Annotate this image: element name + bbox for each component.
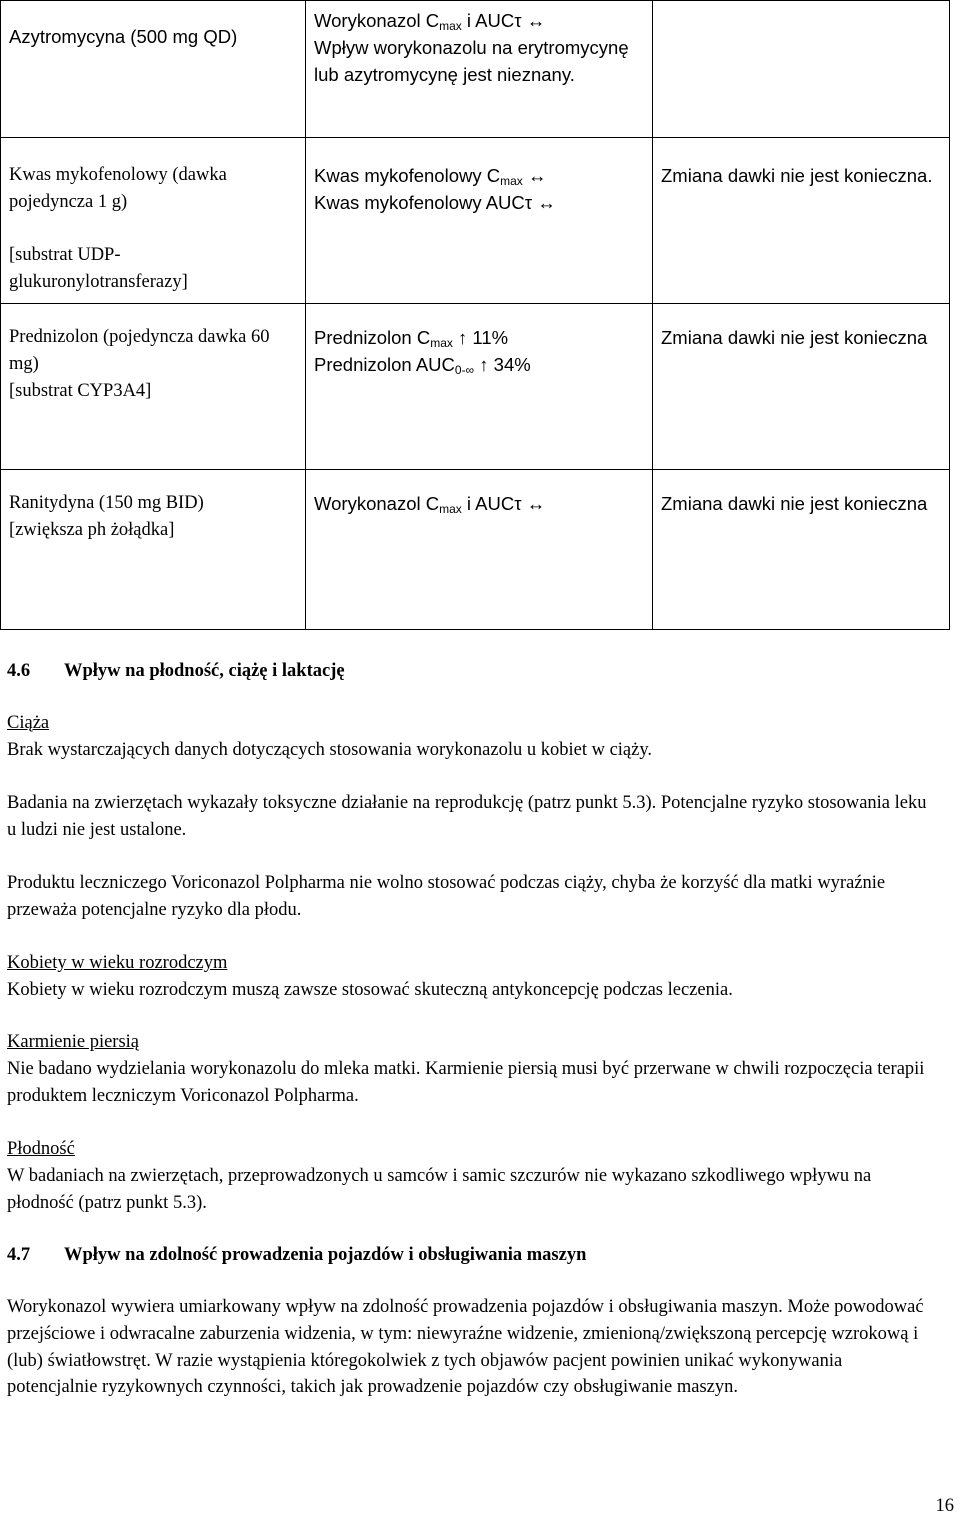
pregnancy-block [7,710,937,764]
drug-note: [substrat UDP-glukuronylotransferazy] [9,245,188,292]
arrow-up-icon: ↑ [479,354,489,375]
effect-note: Wpływ worykonazolu na erytromycynę lub azytromycynę jest nieznany. [314,37,629,85]
recommendation-cell [653,304,950,470]
effect-cell [306,138,653,304]
effect-line [314,490,646,517]
paragraph: Nie badano wydzielania worykonazolu do mleka matki. Karmienie piersią musi być przerwane w chwili rozpoczęcia terapii produktem leczniczym Voriconazol Polpharma. [7,1058,925,1106]
arrow-up-icon: ↑ [458,327,468,348]
effect-text: 34% [493,354,531,375]
recommendation-cell [653,470,950,630]
effect-text: 11% [472,327,509,348]
breastfeeding-block [7,1029,937,1109]
recommendation-text: Zmiana dawki nie jest konieczna [661,493,928,514]
subheading-women: Kobiety w wieku rozrodczym [7,953,228,973]
effect-text: i AUCτ ↔ [461,493,546,514]
effect-line: Kwas mykofenolowy AUCτ ↔ [314,192,556,213]
section-heading [7,1242,937,1269]
effect-cell [306,304,653,470]
page-number: 16 [935,1496,954,1516]
drug-note: [substrat CYP3A4] [9,381,152,401]
effect-text: ↔ [522,165,547,186]
paragraph: W badaniach na zwierzętach, przeprowadzonych u samców i samic szczurów nie wykazano szkodliwego wpływu na płodność (patrz punkt 5.3). [7,1165,872,1213]
recommendation-cell [653,138,950,304]
subheading-pregnancy: Ciąża [7,713,50,733]
interactions-table [0,0,950,630]
recommendation-text: Zmiana dawki nie jest konieczna. [661,165,933,186]
fertility-block [7,1136,937,1216]
drug-cell [1,304,306,470]
subheading-breastfeeding: Karmienie piersią [7,1032,140,1052]
effect-cell [306,1,653,138]
effect-line [314,351,646,378]
drug-name: Azytromycyna (500 mg QD) [9,26,238,47]
table-row [1,304,950,470]
paragraph: Badania na zwierzętach wykazały toksyczne działanie na reprodukcję (patrz punkt 5.3). Potencjalne ryzyko stosowania leku u ludzi nie jest ustalone. [7,793,927,840]
effect-line [314,324,646,351]
drug-name: Ranitydyna (150 mg BID) [9,493,204,513]
paragraph: Worykonazol wywiera umiarkowany wpływ na zdolność prowadzenia pojazdów i obsługiwania maszyn. Może powodować przejściowe i odwracalne zaburzenia widzenia, w tym: niewyraźne widzenie, zmienioną/zwiększoną percepcję wzrokową i (lub) światłowstręt. W razie wystąpienia któregokolwiek z tych objawów pacjent powinien unikać wykonywania potencjalnie ryzykownych czynności, takich jak prowadzenie pojazdów czy obsługiwanie maszyn. [7,1297,924,1398]
drug-cell [1,470,306,630]
recommendation-text: Zmiana dawki nie jest konieczna [661,327,928,348]
drug-name: Prednizolon (pojedyncza dawka 60 mg) [9,327,270,374]
drug-cell [1,138,306,304]
effect-text: i AUCτ ↔ [461,10,546,31]
drug-note: [zwiększa ph żołądka] [9,520,175,540]
drug-name: Kwas mykofenolowy (dawka pojedyncza 1 g) [9,165,227,212]
section-number: 4.7 [7,1245,31,1265]
effect-cell [306,470,653,630]
effect-text: Worykonazol C [314,10,440,31]
drug-cell [1,1,306,138]
effect-line [314,162,646,189]
table-row [1,1,950,138]
effect-subscript: 0-∞ [454,363,475,377]
section-number: 4.6 [7,661,31,681]
paragraph: Produktu leczniczego Voriconazol Polpharma nie wolno stosować podczas ciąży, chyba że korzyść dla matki wyraźnie przeważa potencjalne ryzyko dla płodu. [7,873,886,920]
effect-subscript: max [439,502,462,516]
effect-subscript: max [439,19,462,33]
paragraph: Kobiety w wieku rozrodczym muszą zawsze stosować skuteczną antykoncepcję podczas leczenia. [7,979,733,1000]
section-title: Wpływ na zdolność prowadzenia pojazdów i obsługiwania maszyn [64,1245,587,1265]
effect-text: Worykonazol C [314,493,440,514]
effect-text: Prednizolon C [314,327,431,348]
effect-subscript: max [500,174,523,188]
effect-line [314,7,646,34]
table-row [1,470,950,630]
section-heading [7,658,937,685]
effect-text: Kwas mykofenolowy C [314,165,501,186]
paragraph: Brak wystarczających danych dotyczących stosowania worykonazolu u kobiet w ciąży. [7,739,653,760]
effect-subscript: max [430,336,453,350]
table-row [1,138,950,304]
section-title: Wpływ na płodność, ciążę i laktację [64,661,345,681]
effect-text: Prednizolon AUC [314,354,455,375]
women-block [7,950,937,1004]
recommendation-cell [653,1,950,138]
subheading-fertility: Płodność [7,1139,75,1159]
